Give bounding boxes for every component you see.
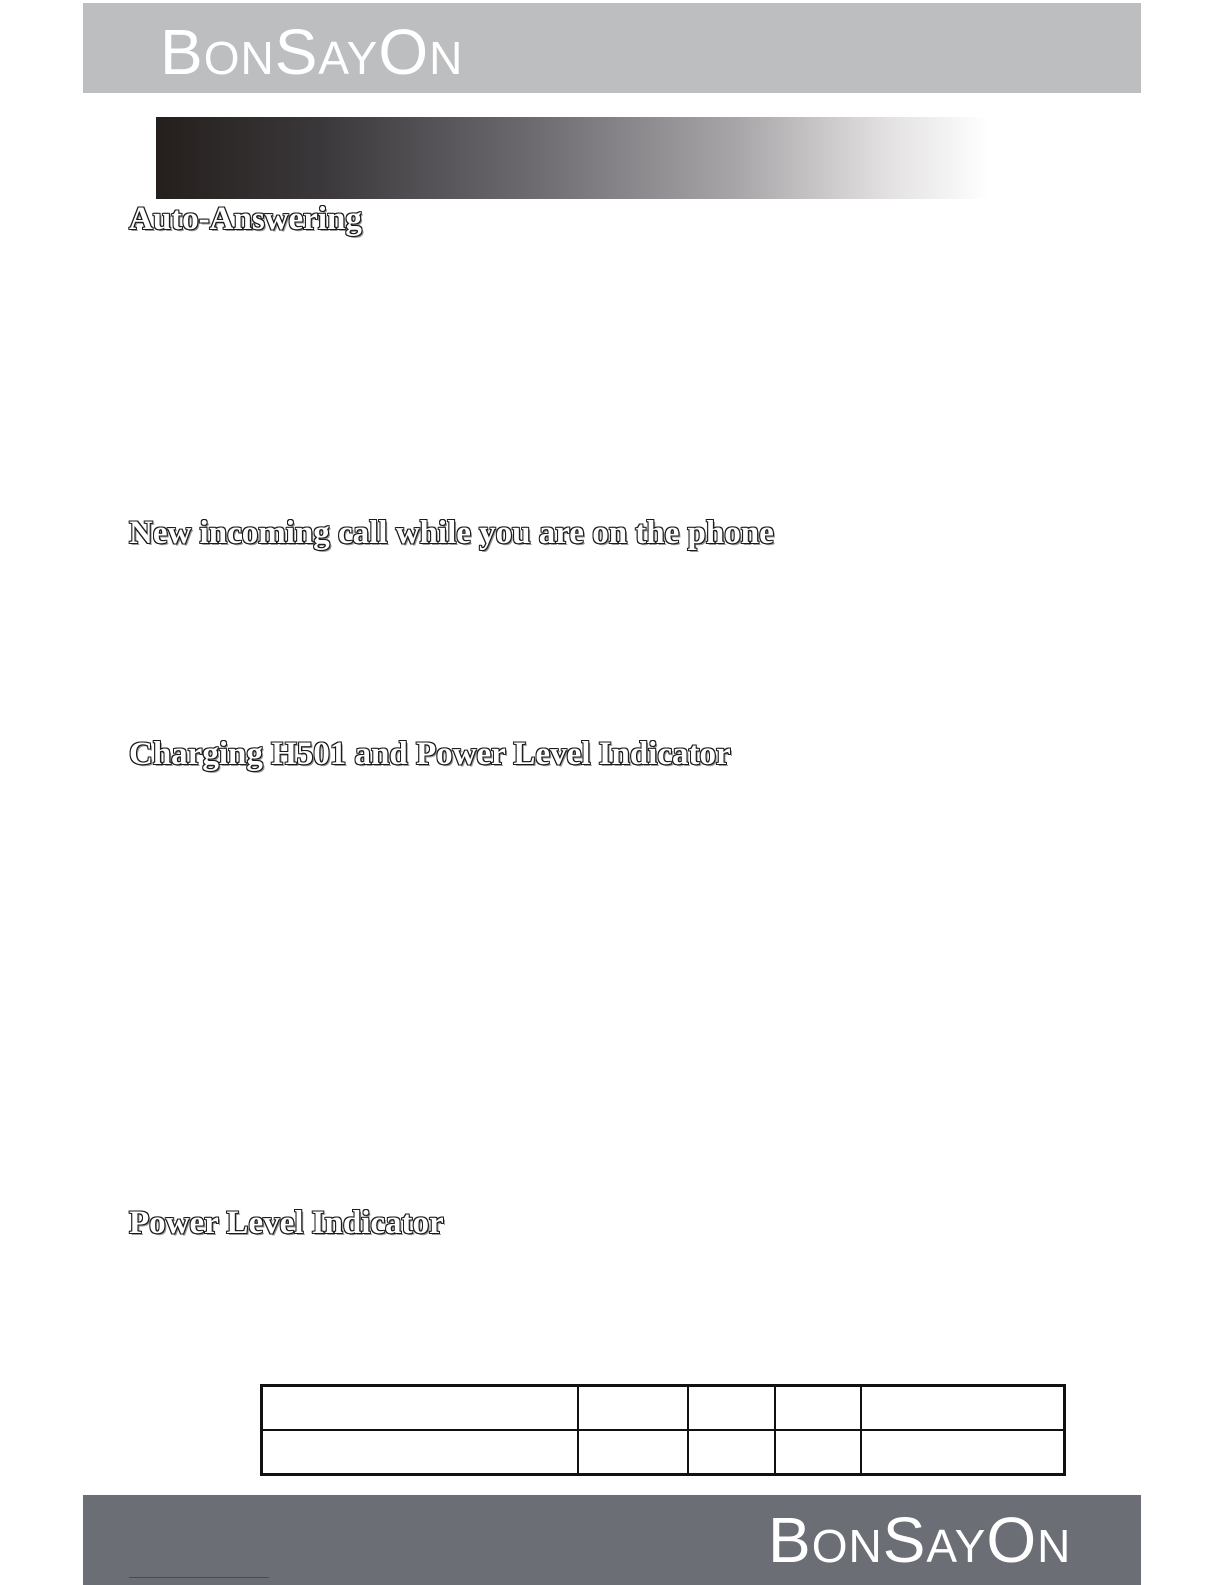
table-cell — [262, 1386, 579, 1431]
table-cell — [861, 1430, 1064, 1475]
table-cell — [775, 1386, 862, 1431]
power-level-table — [260, 1384, 1066, 1476]
heading-auto-answering: Auto-Answering — [129, 201, 362, 237]
table-cell — [688, 1430, 775, 1475]
table-cell — [861, 1386, 1064, 1431]
heading-charging: Charging H501 and Power Level Indicator — [129, 736, 731, 772]
table-cell — [578, 1430, 688, 1475]
table-cell — [775, 1430, 862, 1475]
table-cell — [578, 1386, 688, 1431]
brand-logo: BONSAYON — [160, 16, 464, 88]
footer-brand-logo: BONSAYON — [768, 1504, 1072, 1576]
footer-link-underline[interactable] — [129, 1577, 269, 1578]
table-row — [262, 1386, 1065, 1431]
table-cell — [262, 1430, 579, 1475]
table-cell — [688, 1386, 775, 1431]
heading-power-level-indicator: Power Level Indicator — [129, 1205, 444, 1241]
heading-new-incoming-call: New incoming call while you are on the phone — [129, 515, 774, 551]
table-row — [262, 1430, 1065, 1475]
title-gradient-bar — [156, 117, 988, 199]
